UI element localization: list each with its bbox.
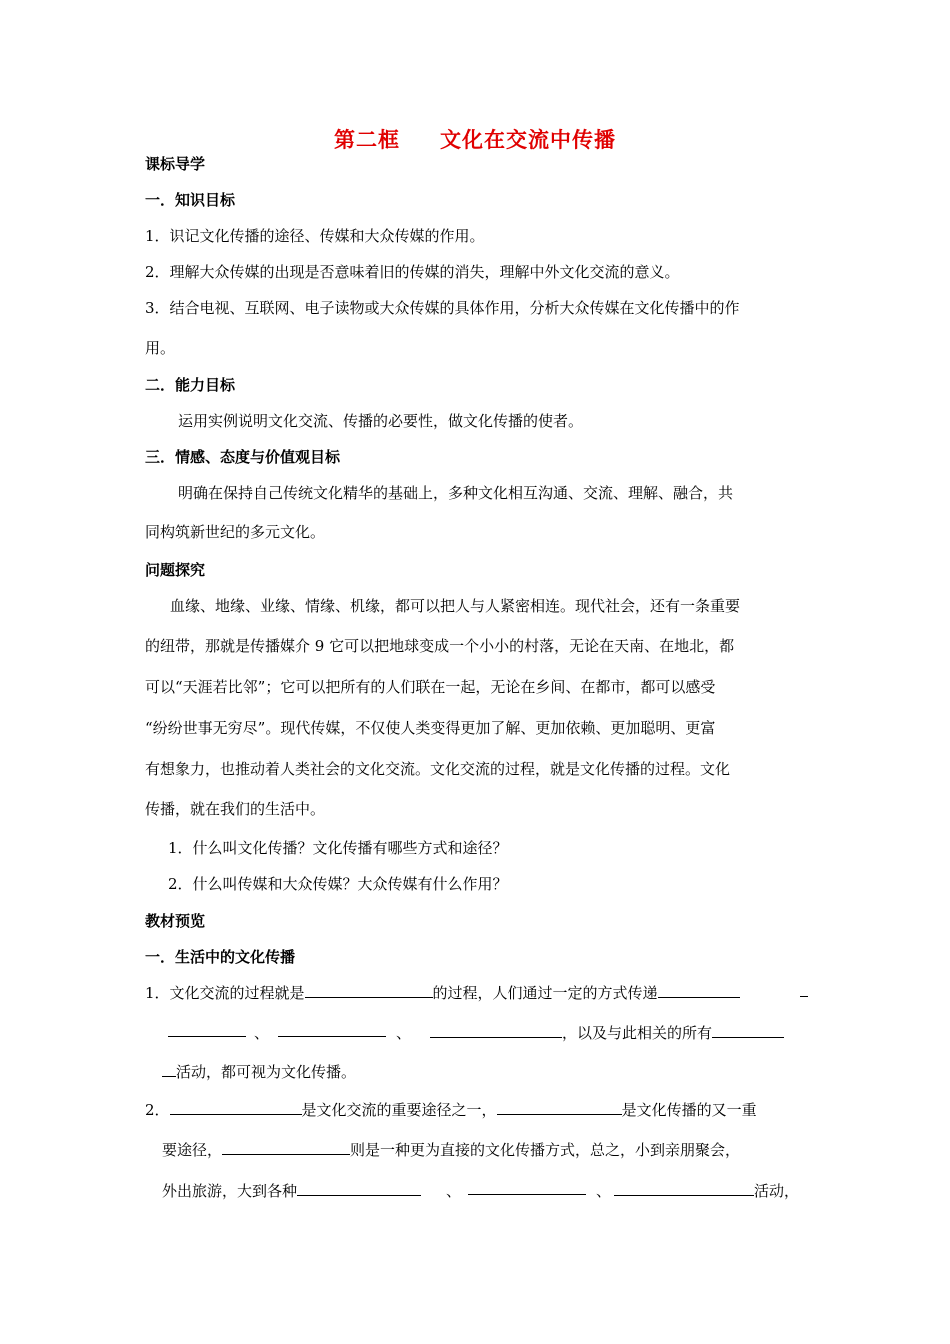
- heading-life-culture: 一．生活中的文化传播: [145, 948, 296, 966]
- fill-1-sep-1: 、: [254, 1024, 270, 1042]
- fill-1-text-f: 活动，都可视为文化传播。: [176, 1063, 357, 1081]
- heading-inquiry: 问题探究: [145, 561, 206, 579]
- fill-1-line-1: [145, 982, 740, 1003]
- knowledge-item-3-cont: 用。: [145, 339, 176, 357]
- fill-1-text-a: 1．文化交流的过程就是: [145, 984, 305, 1002]
- emotion-text-2: 同构筑新世纪的多元文化。: [145, 523, 326, 541]
- blank-7[interactable]: [712, 1023, 784, 1038]
- inquiry-para-3: 可以“天涯若比邻”；它可以把所有的人们联在一起，无论在乡间、在都市，都可以感受: [145, 678, 716, 696]
- page-title: [0, 124, 950, 154]
- fill-2-text-e: 则是一种更为直接的文化传播方式，总之，小到亲朋聚会，: [350, 1141, 741, 1159]
- blank-6[interactable]: [430, 1023, 562, 1038]
- fill-1-sep-2: 、: [396, 1024, 412, 1042]
- fill-2-line-2: [162, 1139, 740, 1160]
- inquiry-para-1: 血缘、地缘、业缘、情缘、机缘，都可以把人与人紧密相连。现代社会，还有一条重要: [170, 597, 741, 615]
- inquiry-para-6: 传播，就在我们的生活中。: [145, 800, 326, 818]
- blank-8[interactable]: [162, 1062, 176, 1077]
- fill-2-text-d: 要途径，: [162, 1141, 223, 1159]
- fill-2-text-c: 是文化传播的又一重: [621, 1101, 757, 1119]
- blank-14[interactable]: [614, 1181, 754, 1196]
- fill-1-text-b: 的过程，人们通过一定的方式传递: [432, 984, 658, 1002]
- blank-3[interactable]: [800, 982, 808, 997]
- ability-text: 运用实例说明文化交流、传播的必要性，做文化传播的使者。: [178, 412, 584, 430]
- fill-2-text-b: 是文化交流的重要途径之一，: [301, 1101, 497, 1119]
- fill-1-blank-5-wrap: [278, 1022, 386, 1041]
- blank-10[interactable]: [497, 1100, 622, 1115]
- heading-preview: 教材预览: [145, 912, 206, 930]
- knowledge-item-2: 2．理解大众传媒的出现是否意味着旧的传媒的消失，理解中外文化交流的意义。: [145, 263, 680, 281]
- title-part1: 第二框: [334, 128, 400, 152]
- fill-1-line-2-rest: [430, 1022, 784, 1043]
- fill-1-line-1-end: [800, 982, 808, 1001]
- fill-2-line-3-rest: [614, 1180, 799, 1201]
- fill-2-text-f: 外出旅游，大到各种: [162, 1182, 298, 1200]
- fill-2-sep-2: 、: [596, 1182, 612, 1200]
- fill-1-line-3: [162, 1061, 356, 1082]
- blank-9[interactable]: [170, 1100, 302, 1115]
- fill-2-line-3: [162, 1180, 421, 1201]
- fill-1-text-e: ，以及与此相关的所有: [562, 1024, 713, 1042]
- fill-2-sep-1: 、: [446, 1182, 462, 1200]
- fill-2-blank-13-wrap: [468, 1180, 586, 1199]
- fill-2-line-1: [145, 1099, 757, 1120]
- inquiry-para-4: “纷纷世事无穷尽”。现代传媒，不仅使人类变得更加了解、更加依赖、更加聪明、更富: [145, 719, 716, 737]
- inquiry-para-5: 有想象力，也推动着人类社会的文化交流。文化交流的过程，就是文化传播的过程。文化: [145, 760, 731, 778]
- blank-11[interactable]: [222, 1140, 350, 1155]
- question-2: 2．什么叫传媒和大众传媒？大众传媒有什么作用？: [168, 875, 508, 893]
- blank-5[interactable]: [278, 1022, 386, 1037]
- knowledge-item-3: 3．结合电视、互联网、电子读物或大众传媒的具体作用，分析大众传媒在文化传播中的作: [145, 299, 740, 317]
- heading-emotion-goals: 三．情感、态度与价值观目标: [145, 448, 341, 466]
- fill-2-text-a: 2．: [145, 1101, 170, 1119]
- blank-4[interactable]: [168, 1022, 246, 1037]
- knowledge-item-1: 1．识记文化传播的途径、传媒和大众传媒的作用。: [145, 227, 485, 245]
- title-part2: 文化在交流中传播: [440, 128, 616, 152]
- heading-knowledge-goals: 一．知识目标: [145, 191, 236, 209]
- fill-2-text-i: 活动，: [754, 1182, 800, 1200]
- heading-ability-goals: 二．能力目标: [145, 376, 236, 394]
- blank-12[interactable]: [297, 1181, 421, 1196]
- emotion-text-1: 明确在保持自己传统文化精华的基础上，多种文化相互沟通、交流、理解、融合，共: [178, 484, 734, 502]
- blank-13[interactable]: [468, 1180, 586, 1195]
- blank-1[interactable]: [305, 983, 433, 998]
- question-1: 1．什么叫文化传播？文化传播有哪些方式和途径？: [168, 839, 508, 857]
- fill-1-line-2: [168, 1022, 246, 1041]
- blank-2[interactable]: [658, 983, 740, 998]
- inquiry-para-2: 的纽带，那就是传播媒介 9 它可以把地球变成一个小小的村落，无论在天南、在地北，都: [145, 637, 735, 655]
- heading-guide: 课标导学: [145, 155, 206, 173]
